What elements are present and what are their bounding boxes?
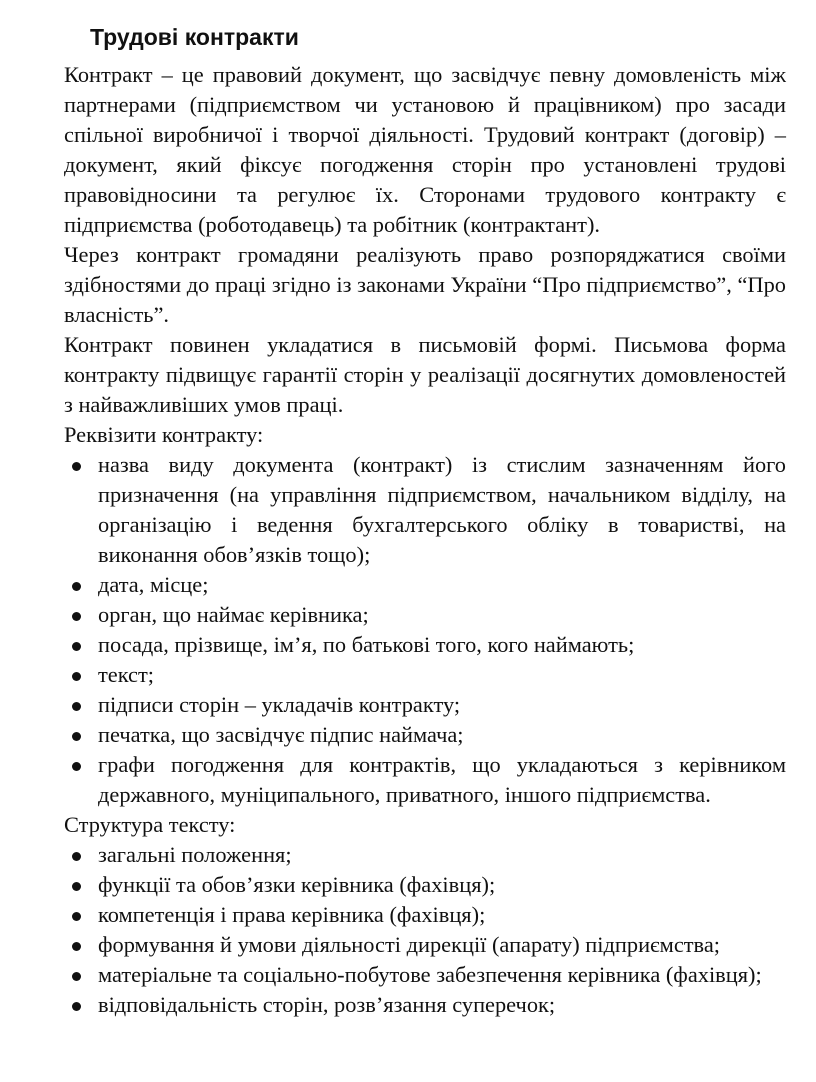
bullet-icon bbox=[64, 450, 88, 480]
paragraph-1-text: Контракт – це правовий документ, що засвідчує певну домовленість між партнерами (підприємством чи установою й працівником) про засади спільної виробничої і творчої діяльності. Трудовий контракт (договір) – документ, який фіксує погодження сторін про установлені трудові правовідносини та регулює їх. Сторонами трудового контракту є підприємства (роботодавець) та робітник (контрактант). bbox=[64, 62, 786, 237]
bullet-icon bbox=[64, 600, 88, 630]
bullet-icon bbox=[64, 930, 88, 960]
paragraph-3-text: Контракт повинен укладатися в письмовій формі. Письмова форма контракту підвищує гарантії сторін у реалізації досягнутих домовленостей з найважливіших умов праці. bbox=[64, 332, 786, 417]
list-item: формування й умови діяльності дирекції (апарату) підприємства; bbox=[64, 930, 786, 960]
list-item: загальні положення; bbox=[64, 840, 786, 870]
structure-label: Структура тексту: bbox=[64, 812, 236, 837]
bullet-icon bbox=[64, 840, 88, 870]
bullet-icon bbox=[64, 990, 88, 1020]
bullet-icon bbox=[64, 720, 88, 750]
bullet-icon bbox=[64, 750, 88, 780]
list-item: графи погодження для контрактів, що укладаються з керівником державного, муніципального, приватного, іншого підприємства. bbox=[64, 750, 786, 810]
list-item: матеріальне та соціально-побутове забезпечення керівника (фахівця); bbox=[64, 960, 786, 990]
list-item: печатка, що засвідчує підпис наймача; bbox=[64, 720, 786, 750]
paragraph-2-text: Через контракт громадяни реалізують право розпоряджатися своїми здібностями до праці згідно із законами України “Про підприємство”, “Про власність”. bbox=[64, 242, 786, 327]
document-body bbox=[64, 60, 786, 1020]
bullet-icon bbox=[64, 690, 88, 720]
bullet-icon bbox=[64, 660, 88, 690]
document-page bbox=[64, 20, 786, 1020]
list-item: функції та обов’язки керівника (фахівця); bbox=[64, 870, 786, 900]
bullet-icon bbox=[64, 570, 88, 600]
list-item: назва виду документа (контракт) із стислим зазначенням його призначення (на управління підприємством, начальником відділу, на організацію і ведення бухгалтерського обліку в товаристві, на виконання обов’язків тощо); bbox=[64, 450, 786, 570]
bullet-icon bbox=[64, 870, 88, 900]
paragraph-3 bbox=[64, 330, 786, 420]
list-item: відповідальність сторін, розв’язання суперечок; bbox=[64, 990, 786, 1020]
list-item: посада, прізвище, ім’я, по батькові того, кого наймають; bbox=[64, 630, 786, 660]
list-item: компетенція і права керівника (фахівця); bbox=[64, 900, 786, 930]
paragraph-2 bbox=[64, 240, 786, 330]
list-item: підписи сторін – укладачів контракту; bbox=[64, 690, 786, 720]
paragraph-1 bbox=[64, 60, 786, 240]
bullet-icon bbox=[64, 900, 88, 930]
bullet-icon bbox=[64, 630, 88, 660]
list-item: дата, місце; bbox=[64, 570, 786, 600]
requisites-label: Реквізити контракту: bbox=[64, 422, 264, 447]
bullet-icon bbox=[64, 960, 88, 990]
structure-list bbox=[64, 840, 786, 1020]
requisites-list bbox=[64, 450, 786, 810]
list-item: текст; bbox=[64, 660, 786, 690]
page-title: Трудові контракти bbox=[90, 24, 299, 50]
list-item: орган, що наймає керівника; bbox=[64, 600, 786, 630]
